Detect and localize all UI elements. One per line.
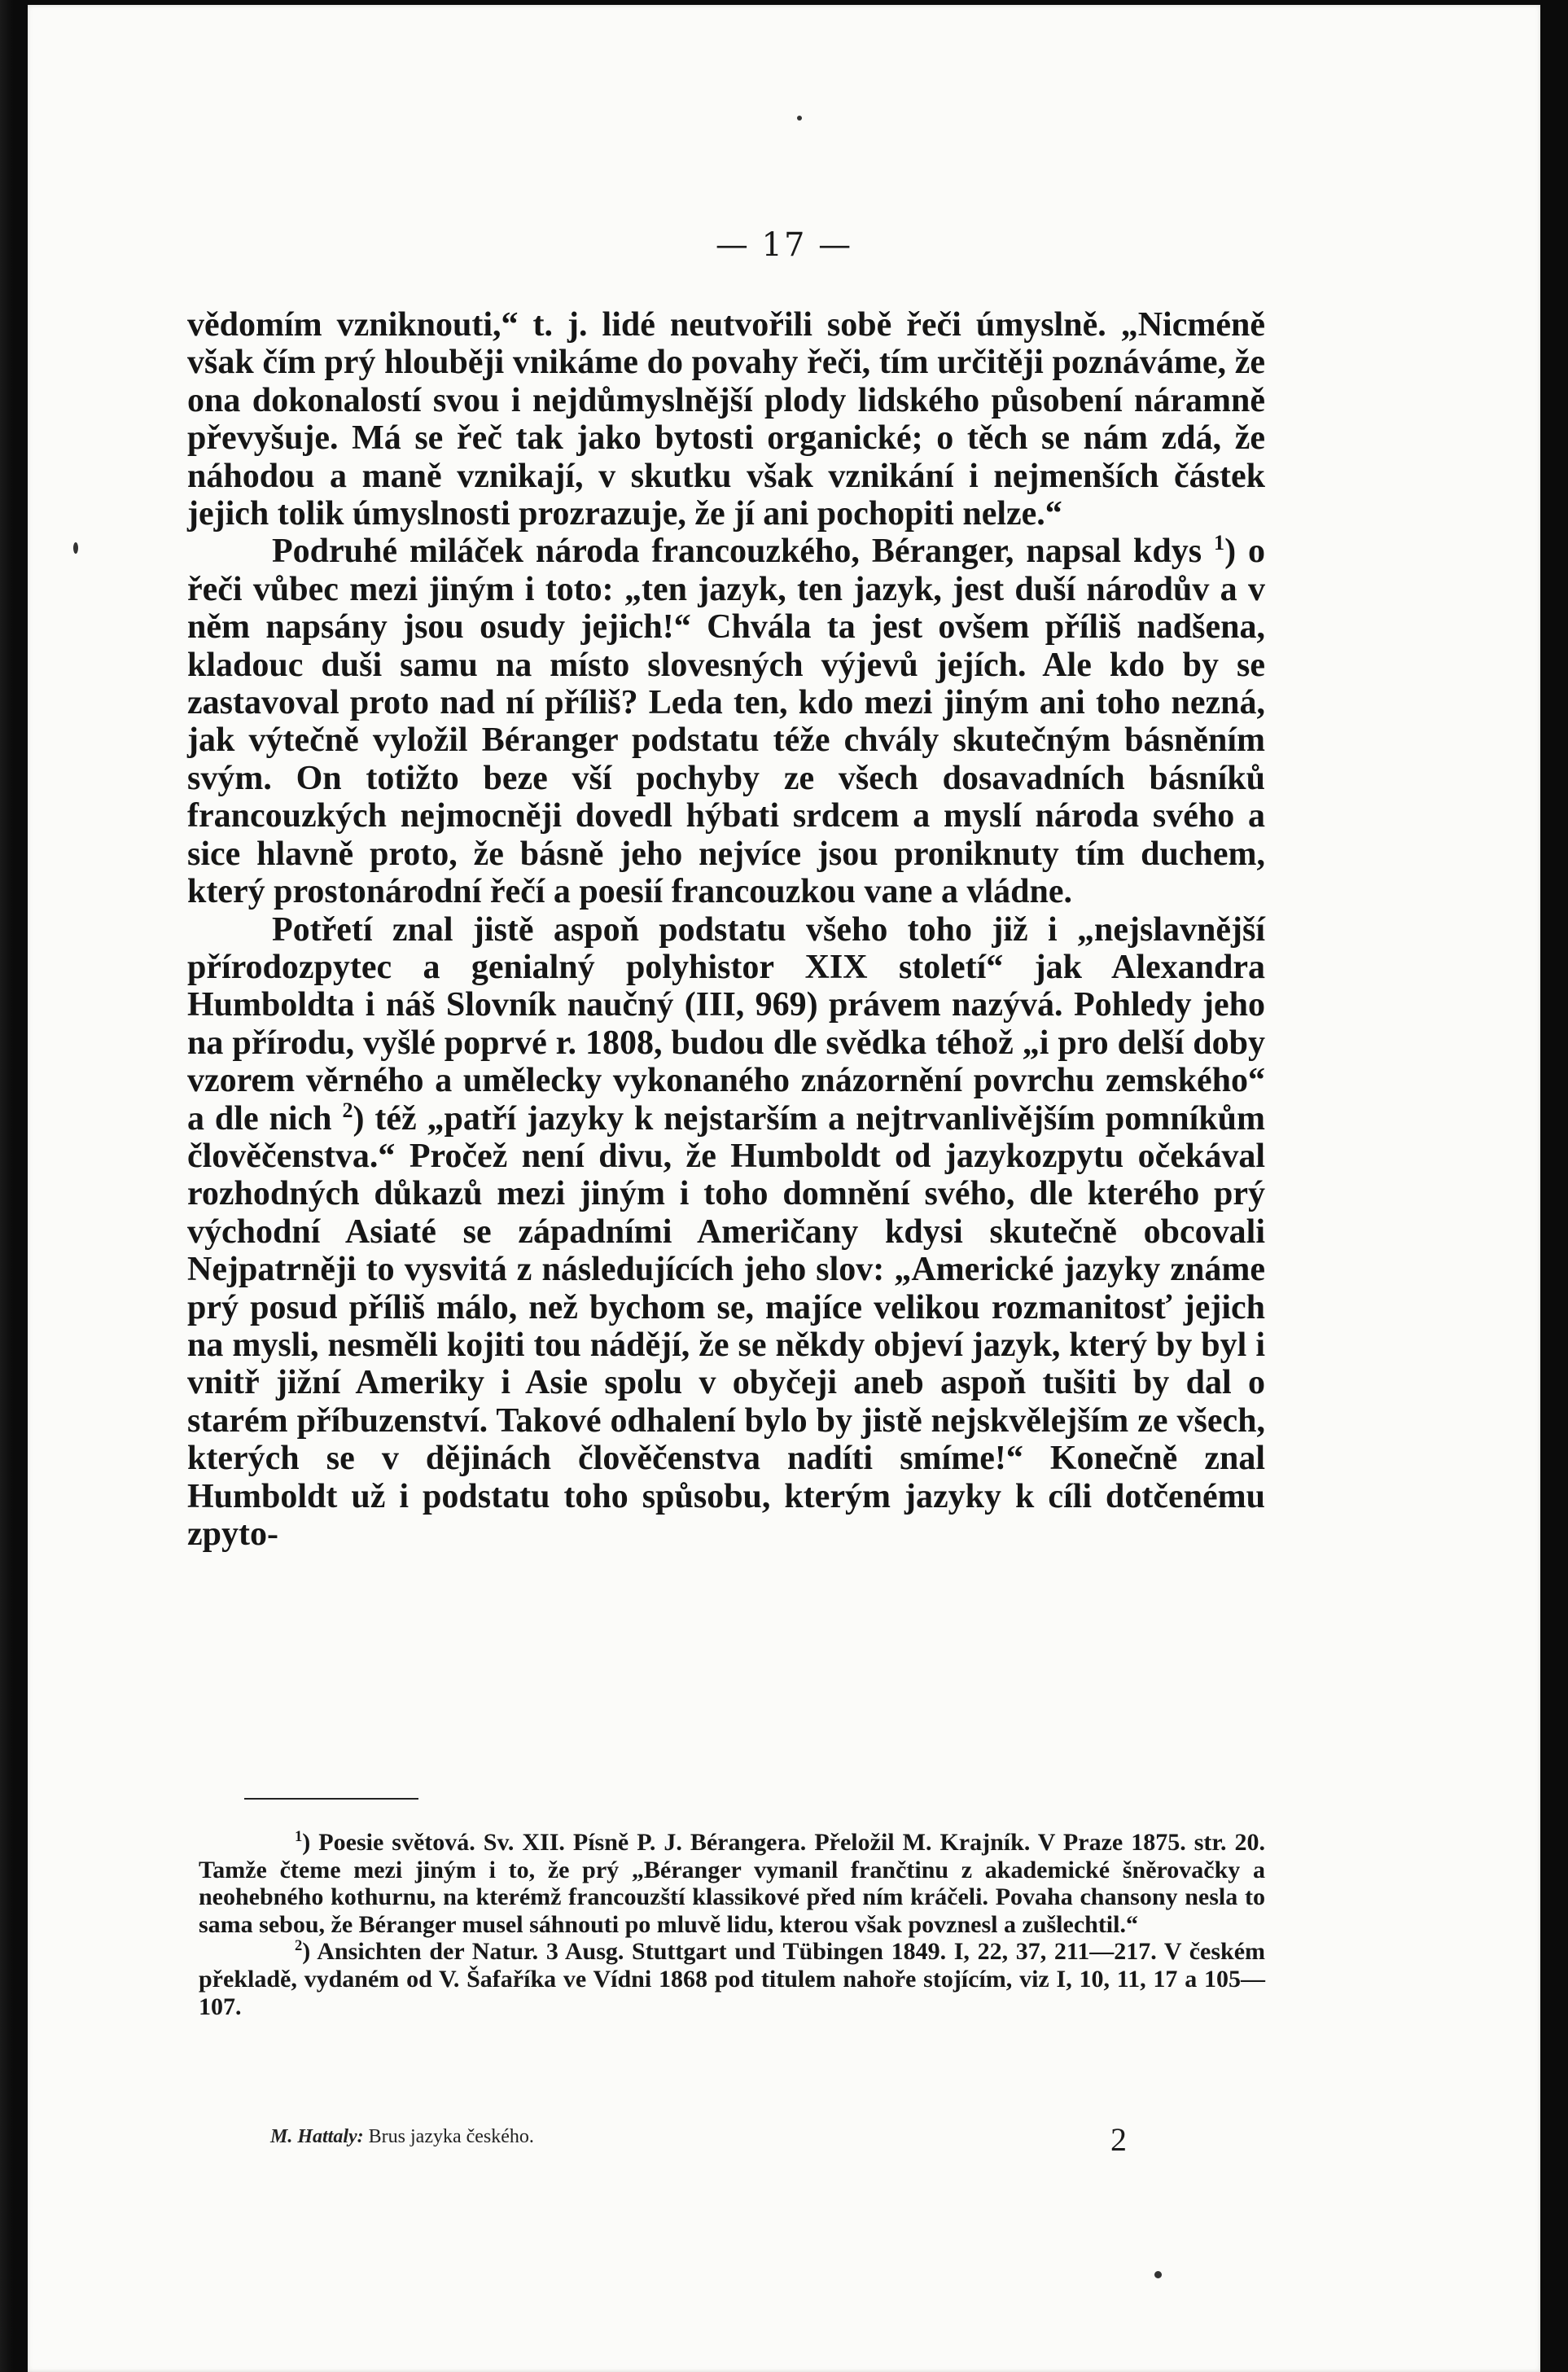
dust-speck — [797, 116, 802, 121]
footnote-2 — [199, 1938, 1265, 2020]
footnote-ref-1[interactable]: 1 — [1214, 531, 1225, 555]
footnote-1-mark: 1 — [295, 1828, 303, 1845]
signature-title: Brus jazyka českého. — [368, 2126, 534, 2147]
paragraph-3-text-b: ) též „patří jazyky k nejstarším a nejtrvanlivějším pomníkům člověčenstva.“ Pročež není divu, že Humboldt od jazykozpytu očekával rozhodných důkazů mezi jiným i toho domnění svého, dle kterého prý východní Asiaté se západními Američany kdysi skutečně obcovali Nejpatrněji to vysvitá z následujících jeho slov: „Americké jazyky známe prý posud příliš málo, než bychom se, majíce velikou rozmanitosť jejich na mysli, nesměli kojiti tou nádějí, že se někdy objeví jazyk, který by byl i vnitř jižní Ameriky i Asie spolu v obyčeji aneb aspoň tušiti by dal o starém příbuzenství. Takové odhalení bylo by jistě nejskvělejším ze všech, kterých se v dějinách člověčenstva nadíti smíme!“ Konečně znal Humboldt už i podstatu toho spůsobu, kterým jazyky k cíli dotčenému zpyto- — [187, 1099, 1266, 1553]
footnote-ref-2[interactable]: 2 — [342, 1098, 353, 1122]
main-text — [187, 306, 1265, 1553]
footnote-1-text: ) Poesie světová. Sv. XII. Písně P. J. Bérangera. Přeložil M. Krajník. V Praze 1875. str. 20. Tamže čteme mezi jiným i to, že prý „Béranger vymanil frančtinu z akademické šněrovačky a neohebného kothurnu, na kterémž francouzští klassikové před ním kráčeli. Povaha chansony nesla to sama sebou, že Béranger musel sáhnouti po mluvě lidu, kterou však povznesl a zušlechtil.“ — [199, 1829, 1265, 1938]
signature-author: M. Hattaly: — [270, 2126, 364, 2147]
paragraph-2 — [187, 533, 1265, 910]
dust-speck — [1154, 2271, 1162, 2278]
paragraph-1: vědomím vzniknouti,“ t. j. lidé neutvořili sobě řeči úmyslně. „Nicméně však čím prý hlouběji vnikáme do povahy řeči, tím určitěji poznáváme, že ona dokonalostí svou i nejdůmyslnější plody lidského působení náramně převyšuje. Má se řeč tak jako bytosti organické; o těch se nám zdá, že náhodou a maně vznikají, v skutku však vznikání i nejmenších částek jejich tolik úmyslnosti prozrazuje, že jí ani pochopiti nelze.“ — [187, 306, 1265, 533]
footnotes — [199, 1829, 1265, 2020]
paragraph-2-text-a: Podruhé miláček národa francouzkého, Béranger, napsal kdys — [272, 533, 1202, 571]
scan-right-edge — [1540, 0, 1568, 2372]
paragraph-2-text-b: ) o řeči vůbec mezi jiným i toto: „ten jazyk, ten jazyk, jest duší národův a v něm napsány jsou osudy jejich!“ Chvála ta jest ovšem příliš nadšena, kladouc duši samu na místo slovesných výjevů jejích. Ale kdo by se zastavoval proto nad ní příliš? Leda ten, kdo mezi jiným ani toho nezná, jak výtečně vyložil Béranger podstatu téže chvály skutečným básněním svým. On totižto beze vší pochyby ze všech dosavadních básníků francouzkých nejmocněji dovedl hýbati srdcem a myslí národa svého a sice hlavně proto, že básně jeho nejvíce jsou proniknuty tím duchem, který prostonárodní řečí a poesií francouzkou vane a vládne. — [187, 533, 1265, 911]
dust-speck — [73, 542, 78, 554]
paragraph-3 — [187, 911, 1265, 1554]
paragraph-3-text-a: Potřetí znal jistě aspoň podstatu všeho toho již i „nejslavnější přírodozpytec a genialný polyhistor XIX století“ jak Alexandra Humboldta i náš Slovník naučný (III, 969) právem nazývá. Pohledy jeho na přírodu, vyšlé poprvé r. 1808, budou dle svědka téhož „i pro delší doby vzorem věrného a umělecky vykonaného znázornění povrchu zemského“ a dle nich — [187, 910, 1265, 1138]
sheet-number: 2 — [1110, 2121, 1127, 2158]
footnote-1 — [199, 1829, 1265, 1938]
footnote-2-mark: 2 — [295, 1937, 303, 1955]
footnote-separator — [244, 1798, 418, 1800]
scan-left-edge — [0, 0, 13, 2372]
book-page — [28, 5, 1540, 2372]
page-number: — 17 — — [715, 226, 853, 264]
signature-line — [270, 2126, 534, 2148]
footnote-2-text: ) Ansichten der Natur. 3 Ausg. Stuttgart und Tübingen 1849. I, 22, 37, 211—217. V českém překladě, vydaném od V. Šafaříka ve Vídni 1868 pod titulem nahoře stojícím, viz I, 10, 11, 17 a 105—107. — [199, 1938, 1265, 2020]
